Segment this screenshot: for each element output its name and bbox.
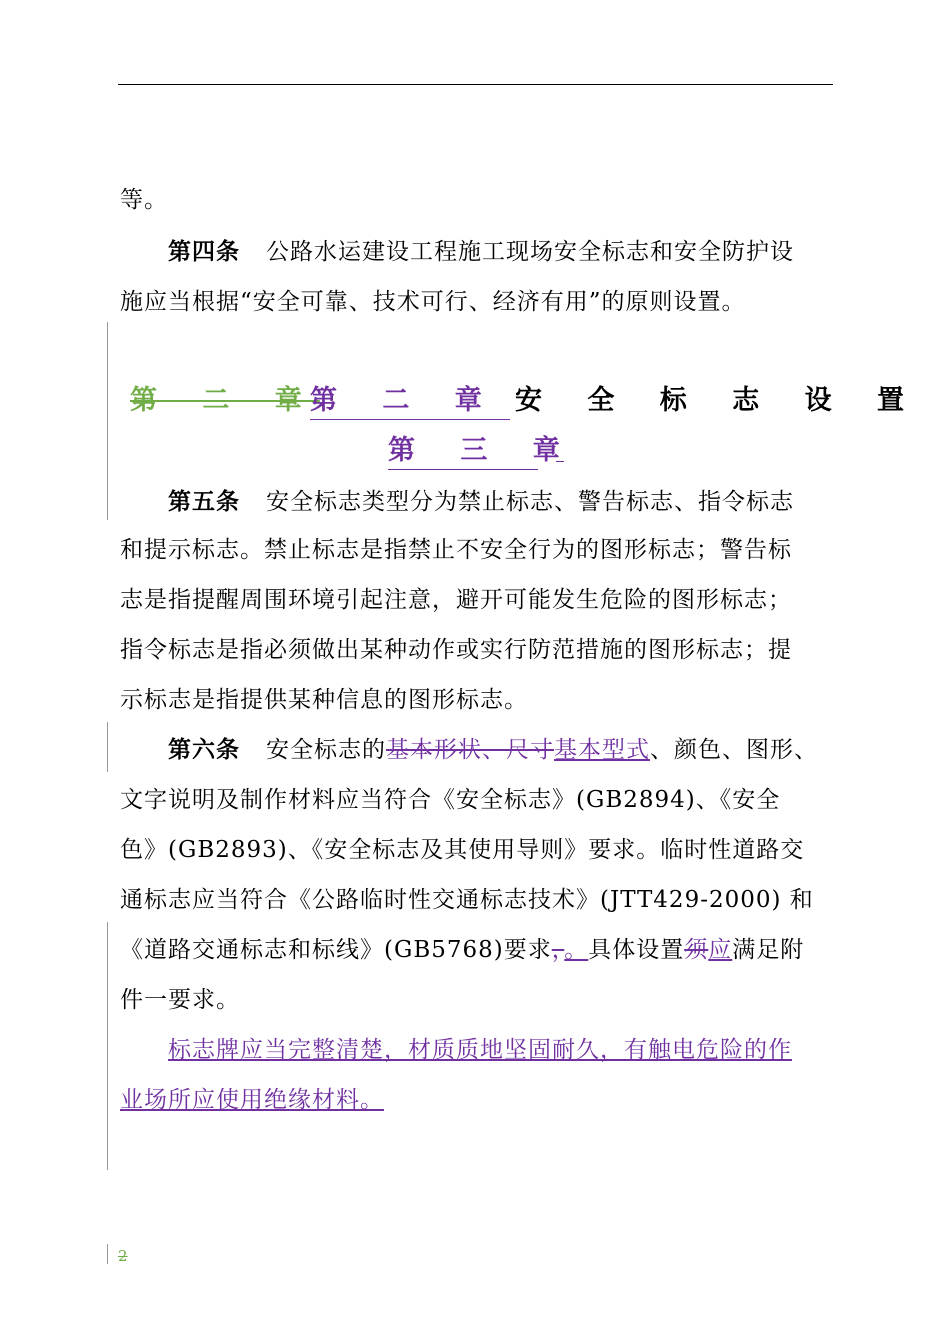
insert-mark <box>556 461 564 462</box>
article-text: 和提示标志。禁止标志是指禁止不安全行为的图形标志；警告标 <box>120 537 792 563</box>
change-bar <box>107 722 108 772</box>
article-text: 指令标志是指必须做出某种动作或实行防范措施的图形标志；提 <box>120 637 792 663</box>
article-5-line-3 <box>120 584 792 616</box>
article-label: 第五条 <box>168 488 240 515</box>
article-text: 安全标志类型分为禁止标志、警告标志、指令标志 <box>266 489 794 515</box>
article-text: 色》(GB2893)、《安全标志及其使用导则》要求。临时性道路交 <box>120 837 805 863</box>
header-rule <box>118 84 833 85</box>
inserted-paragraph-line-2 <box>120 1084 384 1116</box>
article-text: 安全标志的 <box>266 737 386 763</box>
article-6-line-6 <box>120 984 240 1016</box>
article-5-line-5 <box>120 684 528 716</box>
chapter-title: 安 全 标 志 设 置 <box>515 385 922 416</box>
inserted-chapter-number-3: 第 三 章 <box>388 435 578 466</box>
article-5-line-1 <box>168 486 794 518</box>
chapter-title-wrap <box>515 383 922 419</box>
change-bar <box>107 1244 108 1264</box>
page-number: 2 <box>118 1247 128 1265</box>
article-text: 施应当根据“安全可靠、技术可行、经济有用”的原则设置。 <box>120 289 746 315</box>
chapter-heading-row <box>130 383 320 419</box>
inserted-text: 标志牌应当完整清楚，材质质地坚固耐久，有触电危险的作 <box>168 1037 792 1063</box>
inserted-chapter-3-wrap <box>388 433 578 470</box>
article-text: 通标志应当符合《公路临时性交通标志技术》(JTT429-2000) 和 <box>120 887 814 913</box>
article-4-line-1 <box>168 236 794 268</box>
inserted-text: 基本型式 <box>554 737 650 763</box>
article-6-line-5 <box>120 934 804 966</box>
article-label: 第六条 <box>168 736 240 763</box>
article-text: 、颜色、图形、 <box>650 737 818 763</box>
article-text: 志是指提醒周围环境引起注意，避开可能发生危险的图形标志； <box>120 587 792 613</box>
deleted-text: 基本形状、尺寸 <box>386 737 554 763</box>
change-bar <box>107 322 108 520</box>
inserted-paragraph-line-1 <box>168 1034 792 1066</box>
deleted-chapter-number: 第 二 章 <box>130 385 320 416</box>
article-text: 《道路交通标志和标线》(GB5768)要求 <box>120 937 552 963</box>
article-text: 公路水运建设工程施工现场安全标志和安全防护设 <box>266 239 794 265</box>
article-6-line-4 <box>120 884 814 916</box>
inserted-chapter-number: 第 二 章 <box>310 385 500 416</box>
article-6-line-2 <box>120 784 780 816</box>
article-label: 第四条 <box>168 238 240 265</box>
article-text: 具体设置 <box>588 937 685 963</box>
article-6-line-3 <box>120 834 804 866</box>
inserted-text: 业场所应使用绝缘材料。 <box>120 1087 384 1113</box>
article-text: 文字说明及制作材料应当符合《安全标志》(GB2894)、《安全 <box>120 787 781 813</box>
article-6-line-1 <box>168 734 818 766</box>
article-text: 示标志是指提供某种信息的图形标志。 <box>120 687 528 713</box>
article-text: 满足附 <box>732 937 805 963</box>
deleted-text: 须 <box>684 937 709 963</box>
inserted-text: 。 <box>564 937 589 963</box>
text-line <box>120 184 168 216</box>
article-5-line-2 <box>120 534 792 566</box>
article-text: 件一要求。 <box>120 987 240 1013</box>
paragraph-end-text: 等。 <box>120 187 168 213</box>
change-bar <box>107 922 108 1170</box>
article-5-line-4 <box>120 634 792 666</box>
deleted-text: ， <box>551 937 565 963</box>
article-4-line-2 <box>120 286 746 318</box>
inserted-chapter-number-wrap <box>310 383 510 420</box>
inserted-text: 应 <box>708 937 733 963</box>
